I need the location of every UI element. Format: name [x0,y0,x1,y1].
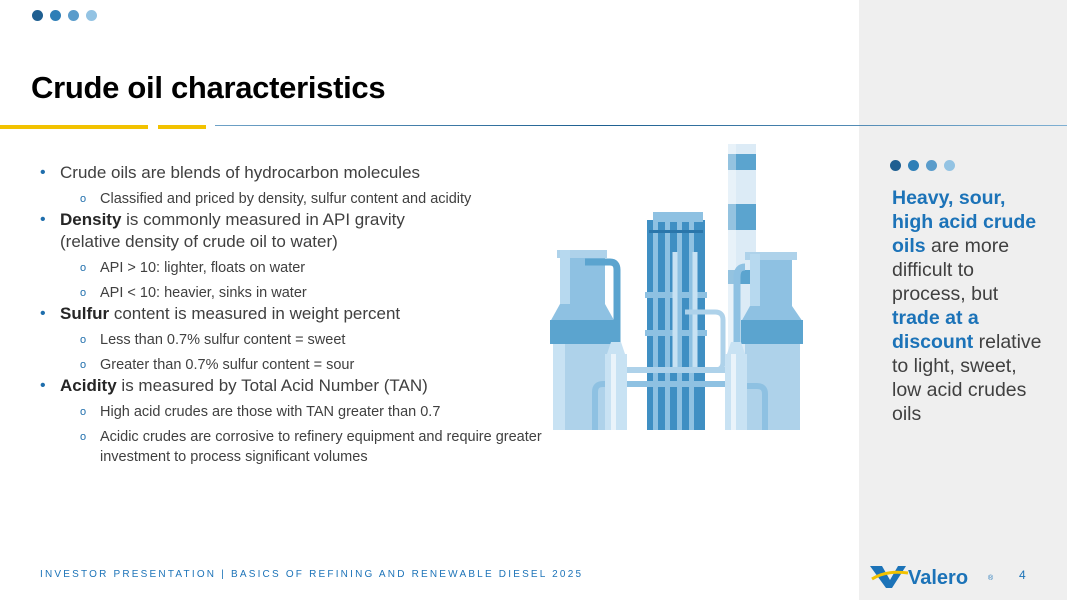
bullet-item [40,162,560,184]
bullet-text: is measured by Total Acid Number (TAN) [116,376,428,395]
dot [908,160,919,171]
sub-bullet-item: o API < 10: heavier, sinks in water [40,283,560,303]
sub-bullet-item: o Greater than 0.7% sulfur content = sour [40,355,560,375]
logo-registered-mark: ® [988,575,994,582]
title-underline-blue [215,125,1067,126]
dot [68,10,79,21]
bullet-group-acidity [40,375,560,467]
valero-logo [868,560,1000,590]
footer-text: INVESTOR PRESENTATION | BASICS OF REFINING AND RENEWABLE DIESEL 2025 [40,569,584,580]
bullet-bold-term: Density [60,210,122,229]
dot [50,10,61,21]
sub-bullet-item: o Classified and priced by density, sulfur content and acidity [40,189,560,209]
bullet-group-sulfur [40,303,560,375]
bullet-text: is commonly measured in API gravity [121,210,405,229]
logo-wordmark: Valero [908,567,969,589]
sub-bullet-item: o Less than 0.7% sulfur content = sweet [40,330,560,350]
title-underline-yellow-short [158,125,206,129]
page-title: Crude oil characteristics [31,70,386,105]
page-number: 4 [1019,568,1026,582]
bullet-group-density [40,209,560,303]
callout-highlight: trade at a discount [892,307,979,353]
sub-bullet-item: o Acidic crudes are corrosive to refinery equipment and require greater investment to process significant volumes [40,427,560,467]
bullet-text-line2: (relative density of crude oil to water) [60,232,338,251]
bullet-text: Crude oils are blends of hydrocarbon molecules [60,163,421,182]
bullet-list [40,162,560,467]
bullet-text: content is measured in weight percent [109,304,401,323]
bullet-bold-term: Acidity [60,376,117,395]
dot [944,160,955,171]
title-underline-yellow [0,125,148,129]
callout-plain: relative to light, sweet, low acid crudes oils [892,331,1042,425]
refinery-icon [545,142,810,432]
callout-text [892,186,1042,426]
callout-plain: are more difficult to process, but [892,235,1010,305]
bullet-item [40,303,560,325]
bullet-item [40,209,560,253]
dot [32,10,43,21]
dots-icon [890,160,955,171]
dot [890,160,901,171]
callout-highlight: Heavy, sour, high acid crude oils [892,187,1037,257]
dot [926,160,937,171]
dots-icon [32,10,97,21]
dot [86,10,97,21]
bullet-item [40,375,560,397]
sub-bullet-item: o API > 10: lighter, floats on water [40,258,560,278]
sub-bullet-item: o High acid crudes are those with TAN greater than 0.7 [40,402,560,422]
bullet-group-composition [40,162,560,209]
bullet-bold-term: Sulfur [60,304,110,323]
